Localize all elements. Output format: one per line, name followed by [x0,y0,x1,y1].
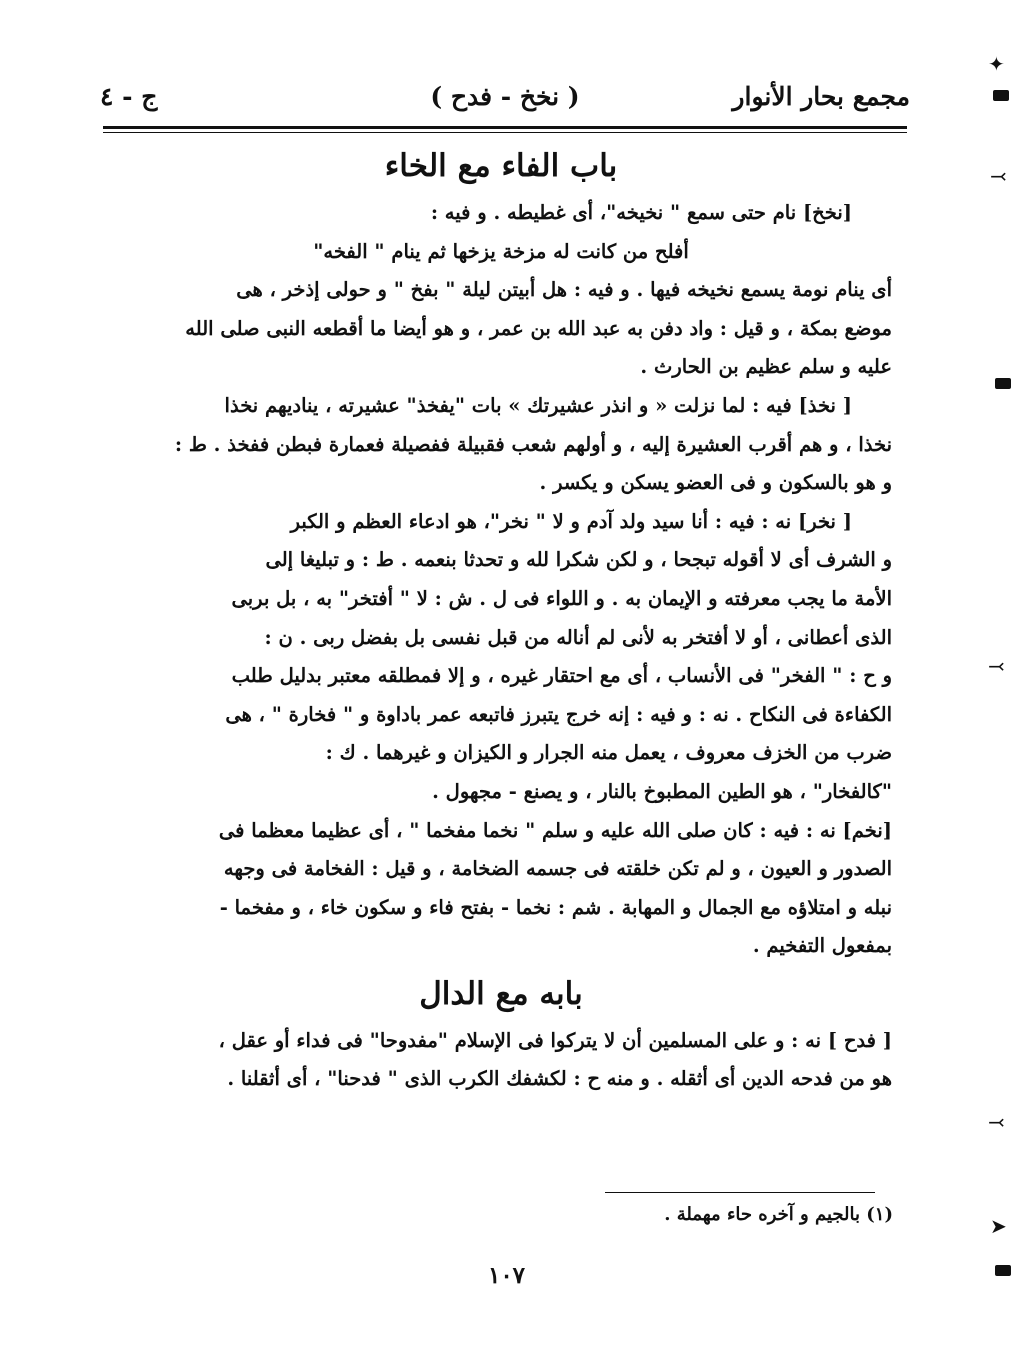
text-line: عليه و سلم عظيم بن الحارث . [640,355,892,379]
margin-bar-mark [995,1265,1011,1276]
margin-arrow-icon: ➤ [990,1214,1007,1238]
page-number: ١٠٧ [487,1262,526,1289]
header-rule-thick [103,126,907,129]
text-line: و ح : " الفخر" فى الأنساب ، أى مع احتقار غيره ، و إلا فمطلقه معتبر بدليل طلب [231,664,892,688]
text-line: هو من فدحه الدين أى أثقله . و منه ح : لكشفك الكرب الذى " فدحنا" ، أى أثقلنا . [227,1067,892,1091]
text-line: الكفاءة فى النكاح . نه : و فيه : إنه خرج يتبرز فاتبعه عمر باداوة و " فخارة " ، هى [225,702,892,726]
text-line: [ فدح ] نه : و على المسلمين أن لا يتركوا فى الإسلام "مفدوحا" فى فداء أو عقل ، [218,1028,892,1052]
header-rule-thin [103,132,907,133]
text-line: "كالفخار" ، هو الطين المطبوخ بالنار ، و يصنع - مجهول . [432,779,892,803]
text-line: موضع بمكة ، و قيل : واد دفن به عبد الله بن عمر ، و هو أيضا ما أقطعه النبى صلى الله [185,316,892,340]
running-header [100,78,910,122]
margin-star-icon: ✦ [988,52,1005,76]
entry-range: ( نخخ - فدح ) [430,82,580,111]
text-line: [ نخر] نه : فيه : أنا سيد ولد آدم و لا " نخر"، هو ادعاء العظم و الكبر [290,509,852,533]
margin-tick-icon: ⤙ [990,164,1007,188]
volume-number: ج - ٤ [100,82,158,111]
text-line: و الشرف أى لا أقوله تبجحا ، و لكن شكرا لله و تحدثا بنعمه . ط : و تبليغا إلى [265,548,892,572]
text-line: أى ينام نومة يسمع نخيخه فيها . و فيه : هل أبيتن ليلة " بفخ " و حولى إذخر ، هى [236,278,892,302]
verse-line: أفلح من كانت له مزخة يزخها ثم ينام " الفخه" [313,239,689,263]
chapter-title-1: باب الفاء مع الخاء [384,148,618,184]
text-line: نبله و امتلاؤه مع الجمال و المهابة . شم : نخما - بفتح فاء و سكون خاء ، و مفخما - [219,895,892,919]
margin-bar-mark [993,90,1009,101]
text-line: [ نخذ] فيه : لما نزلت « و انذر عشيرتك » بات "يفخذ" عشيرته ، يناديهم نخذا [224,393,852,417]
text-line: الذى أعطانى ، أو لا أفتخر به لأنى لم أناله من قبل نفسى بل بفضل ربى . ن : [264,625,892,649]
text-line: بمفعول التفخيم . [752,934,892,958]
text-line: [نخخ] نام حتى سمع " نخيخه"، أى غطيطه . و فيه : [430,201,852,224]
chapter-title-2: بابه مع الدال [419,975,583,1012]
page-body [110,138,892,1099]
footnote-rule [605,1192,875,1193]
text-line: و هو بالسكون و فى العضو يسكن و يكسر . [539,471,892,495]
margin-tick-icon: ⤙ [988,654,1005,678]
text-line: ضرب من الخزف معروف ، يعمل منه الجرار و الكيزان و غيرهما . ك : [325,741,892,765]
margin-bar-mark [995,378,1011,389]
text-line: نخذا ، و هم أقرب العشيرة إليه ، و أولهم شعب فقبيلة ففصيلة فعمارة فبطن ففخذ . ط : [174,432,892,456]
book-title: مجمع بحار الأنوار [732,82,910,111]
text-line: الصدور و العيون ، و لم تكن خلقته فى جسمه الضخامة ، و قيل : الفخامة فى وجهه [223,857,892,881]
text-line: الأمة ما يجب معرفته و الإيمان به . و اللواء فى ل . ش : لا " أفتخر" به ، بل بربى [231,586,892,610]
footnote: (١) بالجيم و آخره حاء مهملة . [664,1204,893,1225]
text-line: [نخم] نه : فيه : كان صلى الله عليه و سلم " نخما مفخما " ، أى عظيما معظما فى [218,818,892,842]
margin-tick-icon: ⤙ [988,1110,1005,1134]
